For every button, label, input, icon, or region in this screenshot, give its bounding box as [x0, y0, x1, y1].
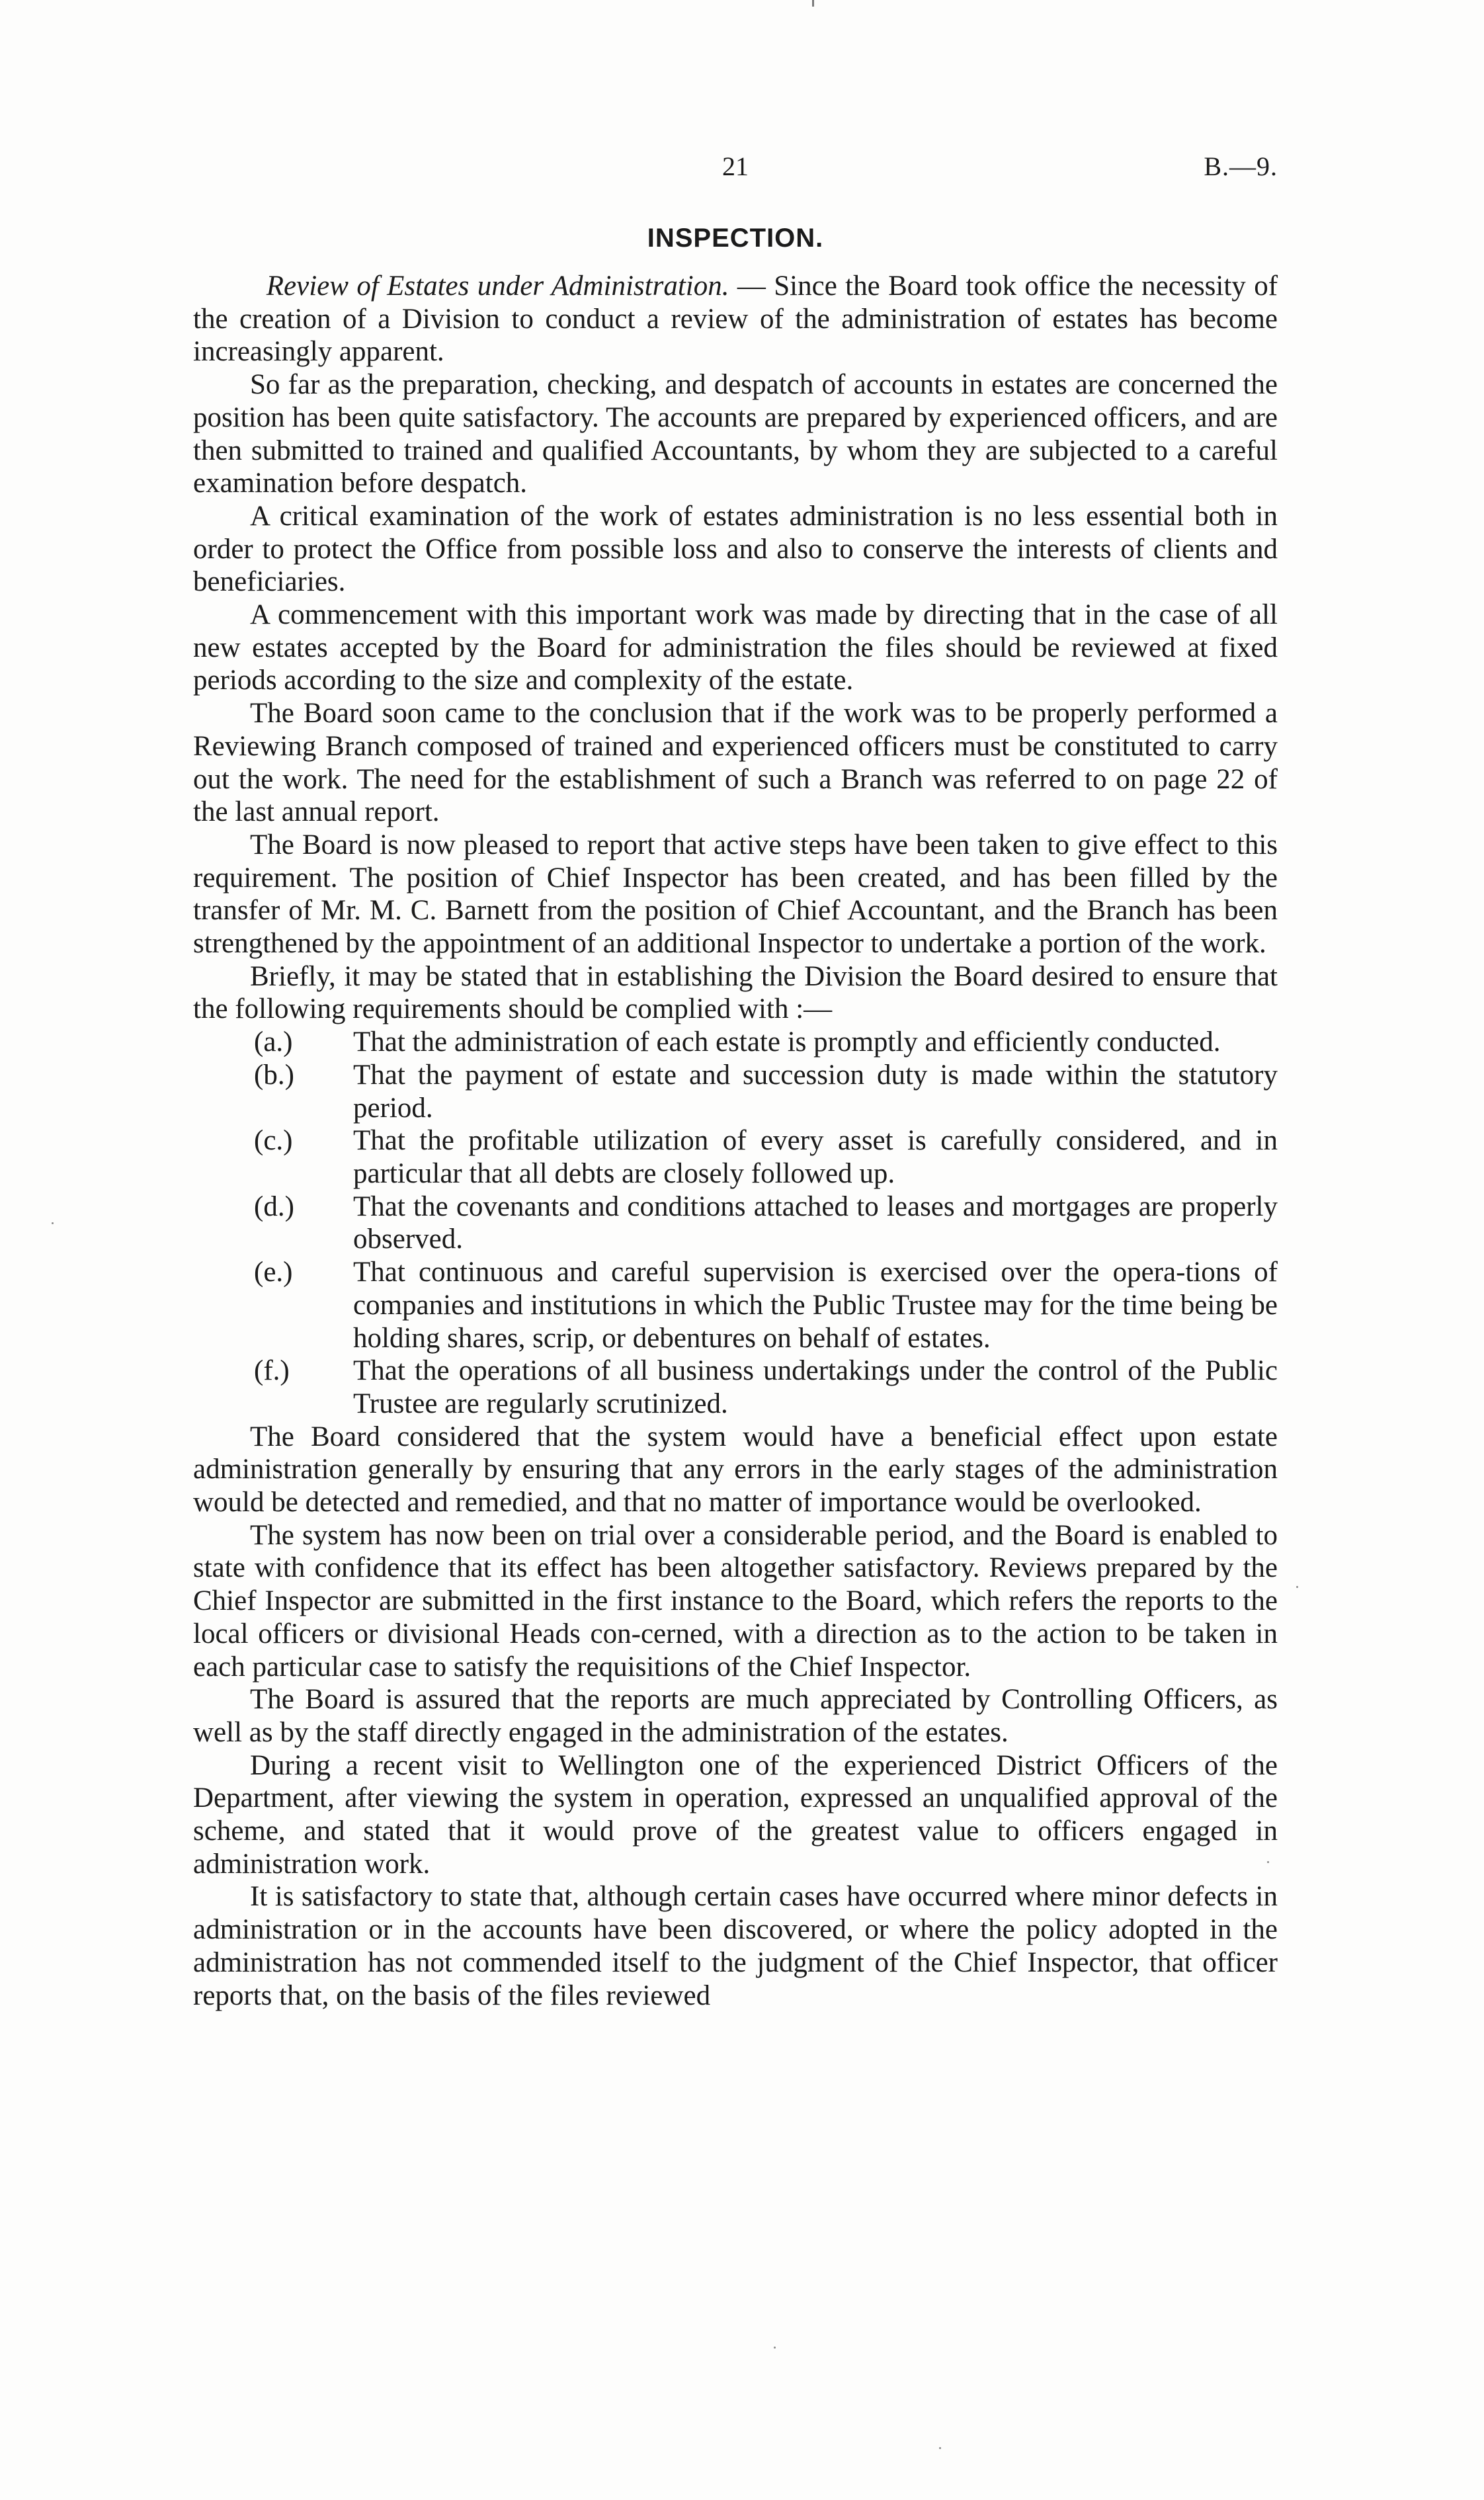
list-item-text: That the covenants and conditions attached to leases and mortgages are properly observed.: [353, 1190, 1278, 1255]
list-marker: (b.): [254, 1059, 294, 1091]
paragraph: [193, 1519, 1278, 1684]
paragraph-text: A critical examination of the work of estates administration is no less essential both in order to protect the Office from possible loss and also to conserve the interests of clients and beneficiaries.: [193, 500, 1278, 598]
list-item-text: That continuous and careful supervision is exercised over the opera-tions of companies and institutions in which the Public Trustee may for the time being be holding shares, scrip, or debentures on behalf of estates.: [353, 1257, 1278, 1354]
list-marker: (e.): [254, 1257, 293, 1288]
paragraph-text: The Board soon came to the conclusion that if the work was to be properly performed a Reviewing Branch composed of trained and experienced officers must be constituted to carry out the work. The need for the establishment of such a Branch was referred to on page 22 of the last annual report.: [193, 698, 1278, 828]
paragraph-text: The Board considered that the system would have a beneficial effect upon estate administration generally by ensuring that any errors in the early stages of the administration would be detected and remedied, and that no matter of importance would be overlooked.: [193, 1421, 1278, 1519]
paragraph-text: The Board is assured that the reports are much appreciated by Controlling Officers, as well as by the staff directly engaged in the administration of the estates.: [193, 1684, 1278, 1748]
document-body: [193, 270, 1278, 2012]
paragraph: [193, 1749, 1278, 1881]
paragraph: [193, 599, 1278, 697]
paragraph-text: Briefly, it may be stated that in establishing the Division the Board desired to ensure that the following requirements should be complied with :—: [193, 960, 1278, 1025]
requirements-list: [193, 1026, 1278, 1420]
list-marker: (c.): [254, 1125, 293, 1157]
list-item-text: That the profitable utilization of every asset is carefully considered, and in particular that all debts are closely followed up.: [353, 1125, 1278, 1189]
paragraph-text: So far as the preparation, checking, and despatch of accounts in estates are concerned the position has been quite satisfactory. The accounts are prepared by experienced officers, and are then submitted to trained and qualified Accountants, by whom they are subjected to a careful examination before despatch.: [193, 369, 1278, 499]
paragraph: [193, 270, 1278, 368]
list-item-text: That the operations of all business undertakings under the control of the Public Trustee are regularly scrutinized.: [353, 1355, 1278, 1419]
paragraph-lead-in: Review of Estates under Administration.: [266, 271, 729, 302]
paragraph: [193, 960, 1278, 1026]
list-item: [193, 1124, 1278, 1190]
paragraph: [193, 1880, 1278, 2012]
page-number: 21: [722, 151, 749, 181]
list-item: [193, 1026, 1278, 1059]
list-marker: (a.): [254, 1026, 293, 1058]
paragraph: [193, 1421, 1278, 1519]
paragraph-text: The system has now been on trial over a considerable period, and the Board is enabled to state with confidence that its effect has been altogether satisfactory. Reviews prepared by the Chief Inspector are submitted in the first instance to the Board, which refers the reports to the local officers or divisional Heads con-cerned, with a direction as to the action to be taken in each particular case to satisfy the requisitions of the Chief Inspector.: [193, 1519, 1278, 1683]
paragraph-text: It is satisfactory to state that, although certain cases have occurred where minor defects in administration or in the accounts have been discovered, or where the policy adopted in the administration has not commended itself to the judgment of the Chief Inspector, that officer reports that, on the basis of the files reviewed: [193, 1881, 1278, 2011]
scan-speck: [1296, 1586, 1298, 1588]
paragraph: [193, 1683, 1278, 1749]
scan-mark: [812, 0, 814, 7]
scan-speck: [774, 2347, 776, 2349]
list-item: [193, 1190, 1278, 1256]
section-title: INSPECTION.: [647, 224, 824, 253]
scan-speck: [52, 1222, 54, 1224]
list-item-text: That the administration of each estate is promptly and efficiently conducted.: [353, 1026, 1221, 1058]
list-item-text: That the payment of estate and succession duty is made within the statutory period.: [353, 1059, 1278, 1124]
paragraph: [193, 368, 1278, 500]
paragraph-text: The Board is now pleased to report that active steps have been taken to give effect to this requirement. The position of Chief Inspector has been created, and has been filled by the transfer of Mr. M. C. Barnett from the position of Chief Accountant, and the Branch has been strengthened by the appointment of an additional Inspector to undertake a portion of the work.: [193, 829, 1278, 960]
scan-speck: [939, 2447, 941, 2449]
paragraph-text: During a recent visit to Wellington one of the experienced District Officers of the Department, after viewing the system in operation, expressed an unqualified approval of the scheme, and stated that it would prove of the greatest value to officers engaged in administration work.: [193, 1749, 1278, 1880]
paragraph-text: — Since the Board took office the necessity of the creation of a Division to conduct a review of the administration of estates has become increasingly apparent.: [193, 271, 1278, 368]
list-marker: (f.): [254, 1355, 290, 1387]
paragraph: [193, 697, 1278, 829]
list-item: [193, 1059, 1278, 1124]
list-item: [193, 1354, 1278, 1420]
paragraph: [193, 829, 1278, 960]
scan-speck: [1267, 1861, 1269, 1863]
report-reference: B.—9.: [1204, 151, 1278, 181]
page-header: [193, 151, 1278, 197]
list-item: [193, 1256, 1278, 1354]
paragraph-text: A commencement with this important work was made by directing that in the case of all new estates accepted by the Board for administration the files should be reviewed at fixed periods according to the size and complexity of the estate.: [193, 599, 1278, 696]
list-marker: (d.): [254, 1190, 294, 1222]
paragraph: [193, 500, 1278, 599]
